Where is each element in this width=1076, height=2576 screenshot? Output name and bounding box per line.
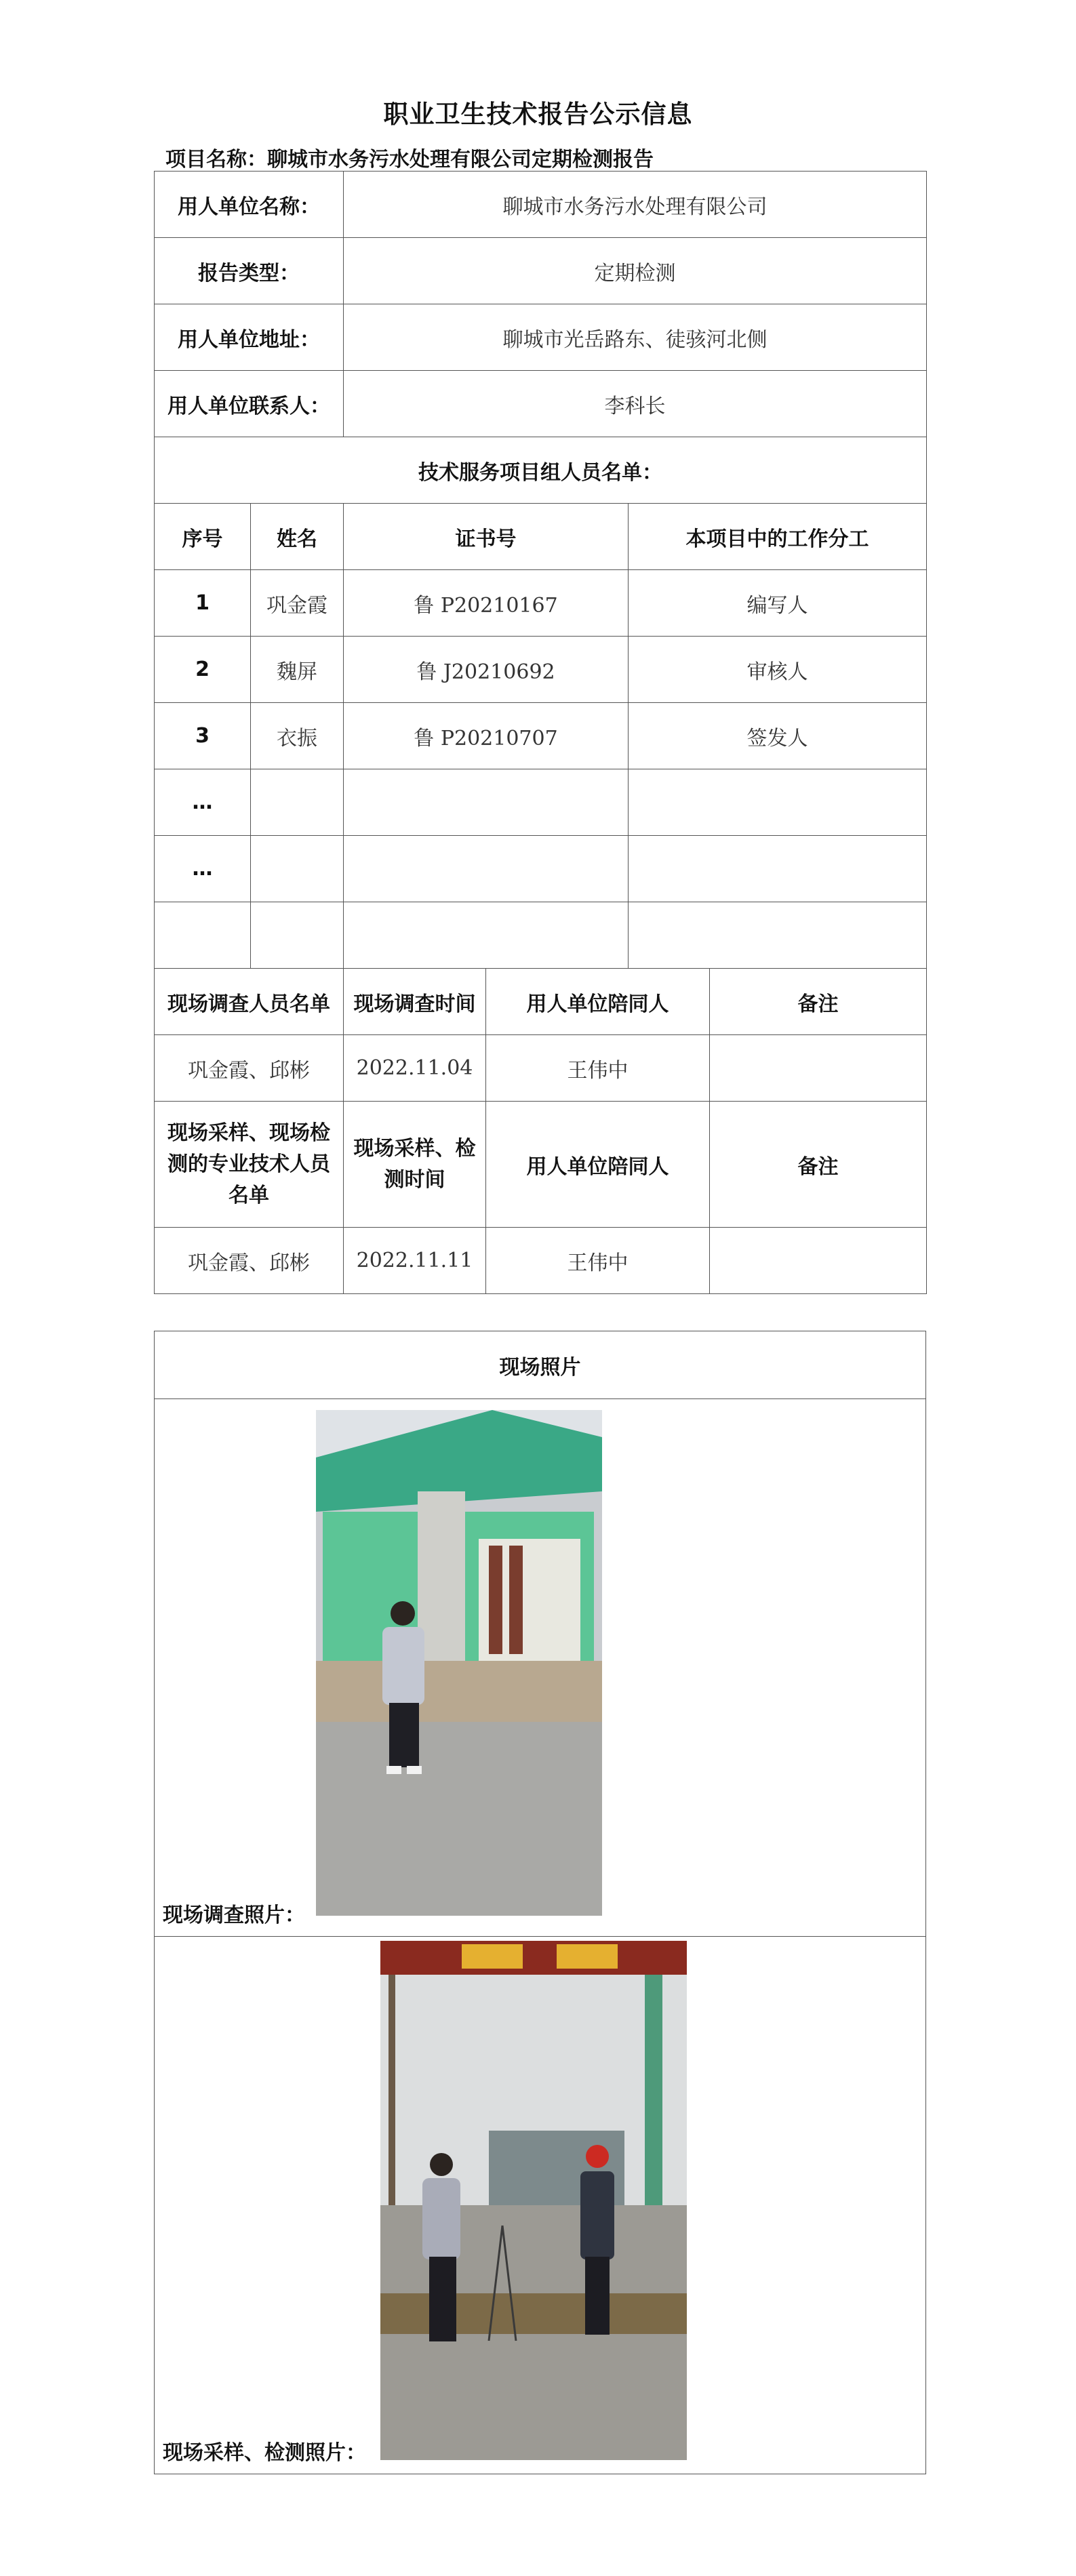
team-no: 2 [155, 637, 251, 703]
photo-table [154, 1331, 926, 2474]
column-header: 现场调查人员名单 [155, 969, 344, 1035]
team-no: … [155, 836, 251, 902]
column-header: 备注 [710, 1102, 927, 1228]
survey-photo [316, 1410, 602, 1916]
survey-photo-cell [155, 1399, 926, 1937]
column-header: 现场采样、检测时间 [344, 1102, 486, 1228]
info-label: 用人单位名称： [155, 172, 344, 238]
photo-heading: 现场照片 [155, 1331, 926, 1399]
team-role [629, 836, 927, 902]
survey-row [155, 1035, 927, 1102]
team-name: 衣振 [251, 703, 344, 769]
sampling-time: 2022.11.11 [344, 1228, 486, 1294]
survey-escort: 王伟中 [486, 1035, 710, 1102]
sampling-photo [380, 1941, 687, 2460]
team-row [155, 902, 927, 969]
survey-people: 巩金霞、邱彬 [155, 1035, 344, 1102]
survey-header-row [155, 969, 927, 1035]
sampling-row [155, 1228, 927, 1294]
team-cert: 鲁 P20210167 [344, 570, 629, 637]
info-row [155, 304, 927, 371]
team-cert [344, 902, 629, 969]
team-name [251, 836, 344, 902]
team-name [251, 902, 344, 969]
sampling-photo-label: 现场采样、检测照片： [163, 2441, 366, 2465]
info-row [155, 238, 927, 304]
column-header: 现场采样、现场检测的专业技术人员名单 [155, 1102, 344, 1228]
team-no: 3 [155, 703, 251, 769]
project-value: 聊城市水务污水处理有限公司定期检测报告 [267, 148, 654, 172]
column-header: 用人单位陪同人 [486, 1102, 710, 1228]
team-role: 签发人 [629, 703, 927, 769]
sampling-header-row [155, 1102, 927, 1228]
sampling-escort: 王伟中 [486, 1228, 710, 1294]
sampling-photo-cell [155, 1937, 926, 2474]
info-value: 李科长 [344, 371, 927, 437]
team-header-row [155, 504, 927, 570]
column-header: 证书号 [344, 504, 629, 570]
team-role [629, 769, 927, 836]
survey-note [710, 1035, 927, 1102]
team-heading: 技术服务项目组人员名单： [155, 437, 927, 504]
info-label: 用人单位联系人： [155, 371, 344, 437]
column-header: 用人单位陪同人 [486, 969, 710, 1035]
info-value: 聊城市水务污水处理有限公司 [344, 172, 927, 238]
team-row [155, 570, 927, 637]
column-header: 序号 [155, 504, 251, 570]
team-no: 1 [155, 570, 251, 637]
team-role [629, 902, 927, 969]
column-header: 姓名 [251, 504, 344, 570]
info-value: 定期检测 [344, 238, 927, 304]
info-value: 聊城市光岳路东、徒骇河北侧 [344, 304, 927, 371]
info-label: 用人单位地址： [155, 304, 344, 371]
info-label: 报告类型： [155, 238, 344, 304]
team-row [155, 637, 927, 703]
info-row [155, 371, 927, 437]
column-header: 本项目中的工作分工 [629, 504, 927, 570]
team-no [155, 902, 251, 969]
column-header: 备注 [710, 969, 927, 1035]
survey-photo-label: 现场调查照片： [163, 1904, 305, 1927]
team-role: 编写人 [629, 570, 927, 637]
team-cert [344, 769, 629, 836]
team-cert: 鲁 J20210692 [344, 637, 629, 703]
column-header: 现场调查时间 [344, 969, 486, 1035]
info-table [154, 171, 927, 1294]
team-name [251, 769, 344, 836]
survey-time: 2022.11.04 [344, 1035, 486, 1102]
team-row [155, 836, 927, 902]
page-title: 职业卫生技术报告公示信息 [383, 100, 693, 129]
project-name [165, 142, 654, 172]
team-cert: 鲁 P20210707 [344, 703, 629, 769]
sampling-people: 巩金霞、邱彬 [155, 1228, 344, 1294]
team-no: … [155, 769, 251, 836]
team-cert [344, 836, 629, 902]
team-heading-row [155, 437, 927, 504]
team-row [155, 769, 927, 836]
team-row [155, 703, 927, 769]
team-name: 巩金霞 [251, 570, 344, 637]
project-label: 项目名称： [165, 148, 267, 172]
sampling-note [710, 1228, 927, 1294]
team-role: 审核人 [629, 637, 927, 703]
team-name: 魏屏 [251, 637, 344, 703]
info-row [155, 172, 927, 238]
